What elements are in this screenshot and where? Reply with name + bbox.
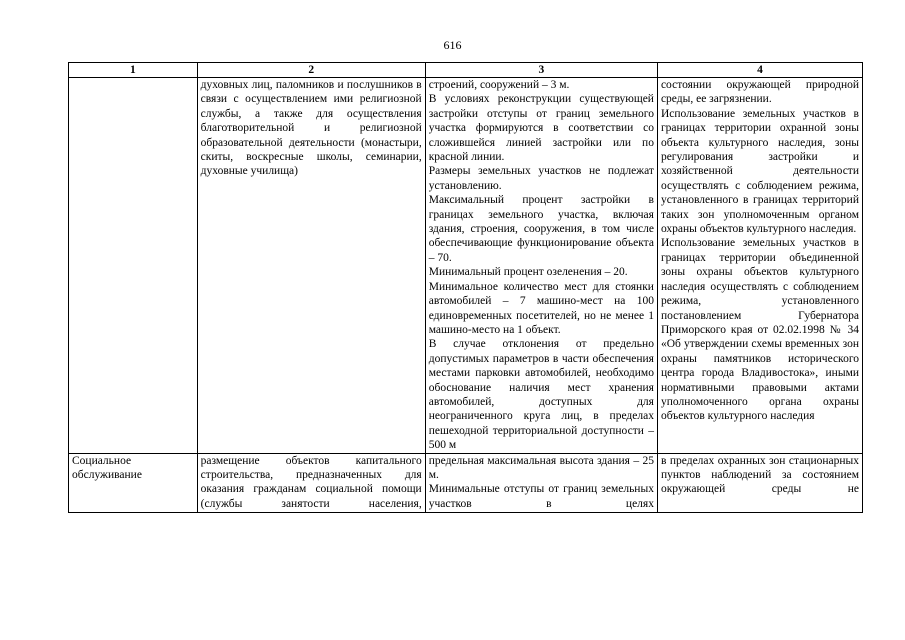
row1-col3-paragraph: Минимальный процент озеленения – 20. [428,266,628,279]
row2-col4-cell [657,453,862,512]
row1-col3-paragraph: В условиях реконструкции существующей застройки отступы от границ земельного участка формируются в соответствии со сложившейся линией застройки или по красной линии. [428,93,654,164]
row1-col2-paragraph: духовных лиц, паломников и послушников в связи с осуществлением ими религиозной службы, а также для осуществления благотворительной и религиозной образовательной деятельности (монастыри, скиты, воскресные школы, семинарии, духовные училища) [200,79,422,178]
row2-col4-text: в пределах охранных зон стационарных пунктов наблюдений за состоянием окружающей среды не [660,454,859,496]
row1-col1-cell [69,78,198,454]
row1-col4-paragraph: Использование земельных участков в границах территории охранной зоны объекта культурного наследия, зоны регулирования застройки и хозяйственной деятельности осуществлять с соблюдением режима, установленного в границах территорий таких зон уполномоченным органом охраны объектов культурного наследия. [660,107,859,236]
row2-col3-paragraph: Минимальные отступы от границ земельных участков в целях [428,483,654,510]
header-col-4: 4 [657,63,862,78]
header-col-3: 3 [425,63,657,78]
regulations-table [68,62,863,513]
row1-col3-paragraph: Минимальное количество мест для стоянки автомобилей – 7 машино-мест на 100 единовременных посетителей, но не менее 1 машино-место на 1 объект. [428,280,654,336]
header-col-1: 1 [69,63,198,78]
row2-col2-cell [197,453,425,512]
table-row [69,78,863,454]
table-row [69,453,863,512]
page-number: 616 [443,38,462,52]
row1-col3-paragraph: В случае отклонения от предельно допустимых параметров в части обеспечения местами парковки автомобилей, необходимо обоснование наличия мест хранения автомобилей, доступных для неограниченного круга лиц, в пределах пешеходной территориальной доступности – 500 м [428,338,654,452]
header-row [69,63,863,78]
row1-col3-paragraph: строений, сооружений – 3 м. [428,79,570,91]
row1-col3-cell [425,78,657,454]
row1-col4-cell [657,78,862,454]
row1-col2-cell [197,78,425,454]
header-col-2: 2 [197,63,425,78]
row2-col1-cell [69,453,198,512]
row2-col3-cell [425,453,657,512]
row2-col1-text: Социальное обслуживание [72,454,142,481]
row2-col3-paragraph: предельная максимальная высота здания – 25 м. [428,454,654,481]
row1-col4-paragraph: Использование земельных участков в границах территории объединенной зоны охраны объектов культурного наследия осуществлять с соблюдением режима, установленного постановлением Губернатора Приморского края от 02.02.1998 № 34 «Об утверждении схемы временных зон охраны памятников исторического центра города Владивостока», иными нормативными правовыми актами уполномоченного органа охраны объектов культурного наследия [660,237,859,423]
row1-col3-paragraph: Размеры земельных участков не подлежат установлению. [428,165,654,192]
row1-col3-paragraph: Максимальный процент застройки в границах земельного участка, включая здания, строения, сооружения, в том числе обеспечивающие функционирование объекта – 70. [428,194,654,264]
row2-col2-text: размещение объектов капитального строительства, предназначенных для оказания гражданам социальной помощи (службы занятости населения, [200,454,422,510]
row1-col4-paragraph: состоянии окружающей природной среды, ее загрязнении. [660,79,859,106]
